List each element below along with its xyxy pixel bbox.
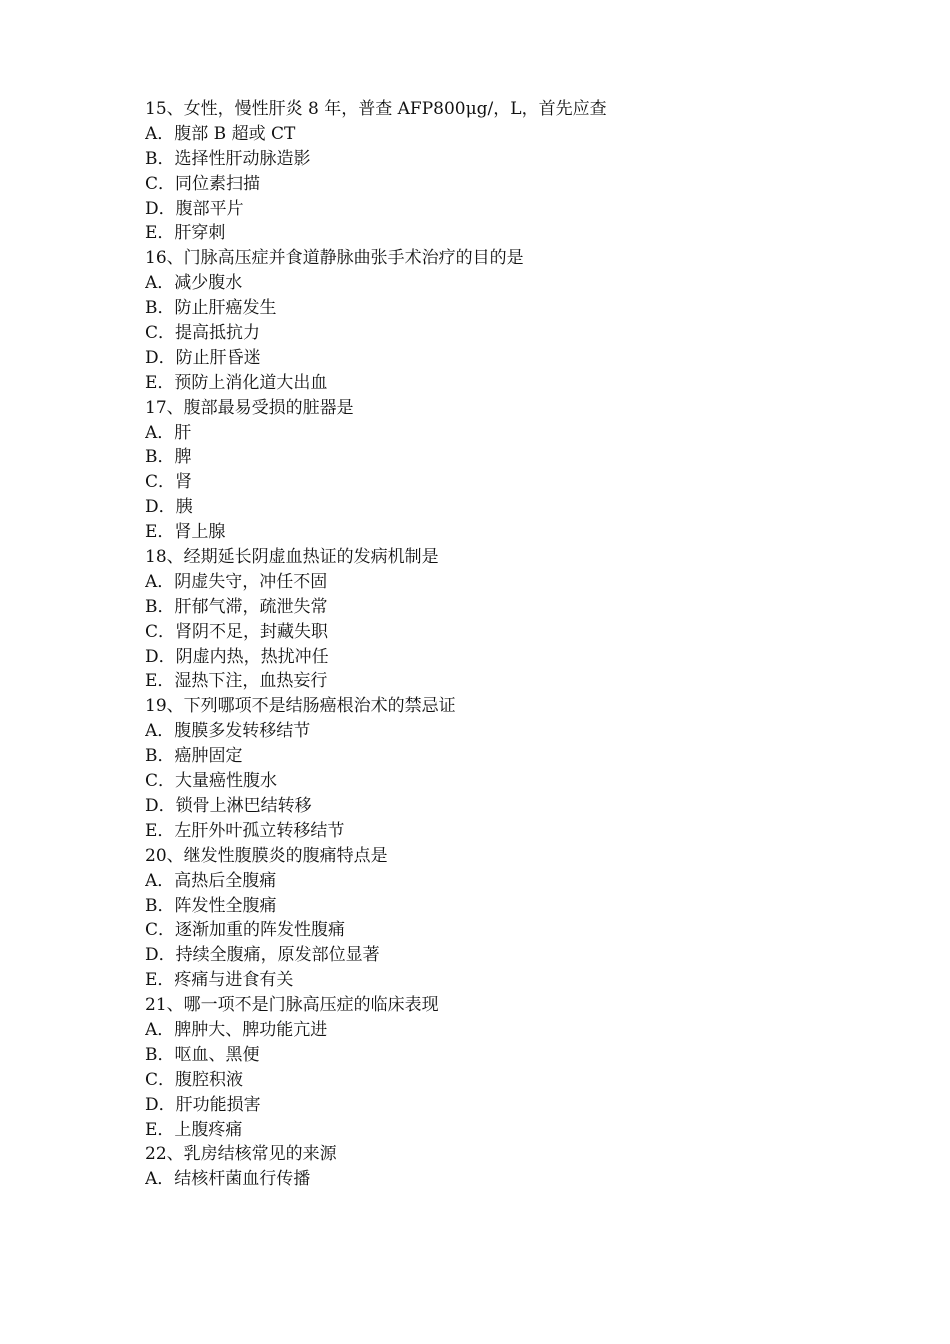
question-19-option-d: D．锁骨上淋巴结转移 — [145, 795, 312, 816]
question-16-option-b: B．防止肝癌发生 — [145, 298, 277, 319]
question-16-option-a: A．减少腹水 — [145, 273, 243, 294]
question-22-stem: 22、乳房结核常见的来源 — [145, 1144, 337, 1165]
question-20-option-d: D．持续全腹痛，原发部位显著 — [145, 945, 380, 966]
question-list — [145, 97, 845, 1192]
question-17-stem: 17、腹部最易受损的脏器是 — [145, 397, 354, 418]
question-20-option-e: E．疼痛与进食有关 — [145, 970, 294, 991]
question-15-option-e: E．肝穿刺 — [145, 223, 226, 244]
question-20-option-b: B．阵发性全腹痛 — [145, 895, 277, 916]
question-17-option-e: E．肾上腺 — [145, 522, 226, 543]
question-17-option-c: C．肾 — [145, 472, 193, 493]
question-18-option-c: C．肾阴不足，封藏失职 — [145, 621, 329, 642]
question-18-option-b: B．肝郁气滞，疏泄失常 — [145, 596, 328, 617]
question-19-option-a: A．腹膜多发转移结节 — [145, 721, 311, 742]
question-18-option-e: E．湿热下注，血热妄行 — [145, 671, 328, 692]
question-18-stem: 18、经期延长阴虚血热证的发病机制是 — [145, 547, 439, 568]
question-15-option-d: D．腹部平片 — [145, 198, 244, 219]
question-22-option-a: A．结核杆菌血行传播 — [145, 1169, 311, 1190]
question-19-option-c: C．大量癌性腹水 — [145, 771, 278, 792]
question-19-option-b: B．癌肿固定 — [145, 746, 243, 767]
question-19-option-e: E．左肝外叶孤立转移结节 — [145, 820, 345, 841]
question-16-stem: 16、门脉高压症并食道静脉曲张手术治疗的目的是 — [145, 248, 524, 269]
question-21-option-b: B．呕血、黑便 — [145, 1044, 260, 1065]
question-21-stem: 21、哪一项不是门脉高压症的临床表现 — [145, 995, 439, 1016]
question-16-option-e: E．预防上消化道大出血 — [145, 372, 328, 393]
question-18-option-d: D．阴虚内热，热扰冲任 — [145, 646, 329, 667]
question-15-stem: 15、女性，慢性肝炎 8 年，普查 AFP800μg/，L，首先应查 — [145, 99, 607, 119]
question-20-option-c: C．逐渐加重的阵发性腹痛 — [145, 920, 346, 941]
question-15-option-c: C．同位素扫描 — [145, 173, 261, 194]
question-21-option-d: D．肝功能损害 — [145, 1094, 261, 1115]
question-21-option-c: C．腹腔积液 — [145, 1069, 244, 1090]
question-15-option-b: B．选择性肝动脉造影 — [145, 148, 311, 169]
question-21-option-a: A．脾肿大、脾功能亢进 — [145, 1019, 328, 1040]
question-15-option-a: A．腹部 B 超或 CT — [145, 123, 296, 144]
question-20-option-a: A．高热后全腹痛 — [145, 870, 277, 891]
question-17-option-b: B．脾 — [145, 447, 192, 468]
question-17-option-a: A．肝 — [145, 422, 192, 443]
question-16-option-c: C．提高抵抗力 — [145, 323, 261, 344]
question-16-option-d: D．防止肝昏迷 — [145, 347, 261, 368]
question-21-option-e: E．上腹疼痛 — [145, 1119, 243, 1140]
question-17-option-d: D．胰 — [145, 497, 193, 518]
question-19-stem: 19、下列哪项不是结肠癌根治术的禁忌证 — [145, 696, 456, 717]
question-18-option-a: A．阴虚失守，冲任不固 — [145, 571, 328, 592]
question-20-stem: 20、继发性腹膜炎的腹痛特点是 — [145, 845, 388, 866]
